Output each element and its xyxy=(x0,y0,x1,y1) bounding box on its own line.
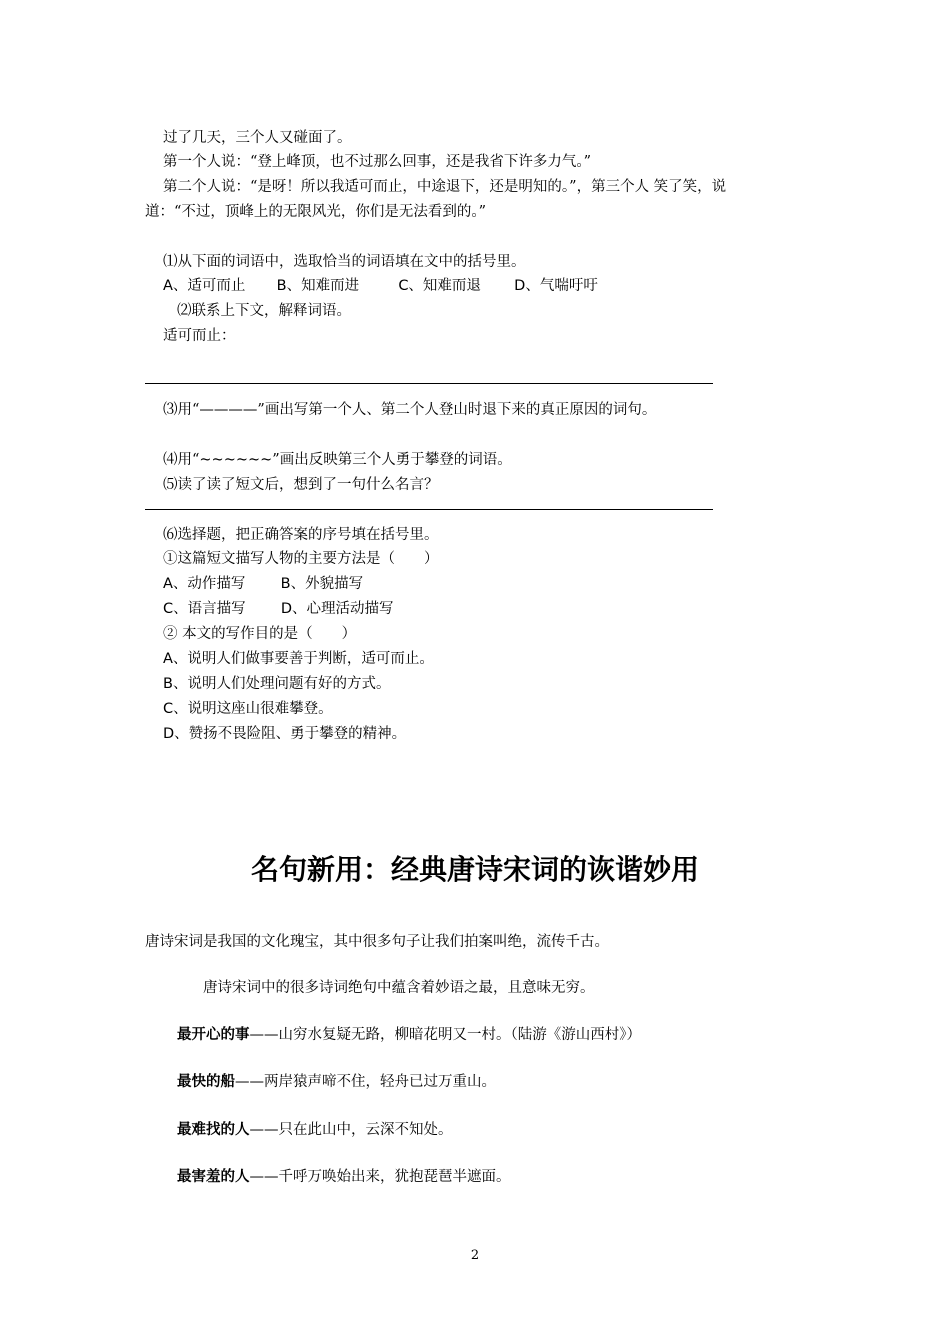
story-paragraph-2: 第一个人说：“登上峰顶，也不过那么回事，还是我省下许多力气。” xyxy=(163,154,592,170)
story-paragraph-3b: 道：“不过，顶峰上的无限风光，你们是无法看到的。” xyxy=(145,204,487,220)
article-intro-1: 唐诗宋词是我国的文化瑰宝，其中很多句子让我们拍案叫绝，流传千古。 xyxy=(145,934,609,950)
option-a: A、动作描写 xyxy=(163,576,246,592)
sub-question-2-option-a: A、说明人们做事要善于判断，适可而止。 xyxy=(163,651,434,667)
answer-line xyxy=(145,383,713,384)
article-item xyxy=(177,1167,511,1187)
item-text: ——山穷水复疑无路，柳暗花明又一村。（陆游《游山西村》） xyxy=(249,1027,641,1043)
option-a: A、适可而止 xyxy=(163,278,246,294)
item-text: ——两岸猿声啼不住，轻舟已过万重山。 xyxy=(235,1074,496,1090)
sub-question-1-options-row1 xyxy=(163,574,363,594)
option-c: C、知难而退 xyxy=(398,278,481,294)
page-number: 2 xyxy=(470,1248,480,1263)
sub-question-2-option-d: D、赞扬不畏险阻、勇于攀登的精神。 xyxy=(163,726,407,742)
option-b: B、知难而进 xyxy=(276,278,360,294)
question-1-options xyxy=(163,276,598,296)
article-title: 名句新用：经典唐诗宋词的诙谐妙用 xyxy=(250,853,699,886)
article-item xyxy=(177,1072,496,1092)
option-c: C、语言描写 xyxy=(163,601,246,617)
sub-question-2: ② 本文的写作目的是（ ） xyxy=(163,626,357,642)
question-5: ⑸读了读了短文后，想到了一句什么名言？ xyxy=(163,477,439,493)
sub-question-1: ①这篇短文描写人物的主要方法是（ ） xyxy=(163,551,439,567)
article-item xyxy=(177,1025,641,1045)
question-2: ⑵联系上下文，解释词语。 xyxy=(177,303,351,319)
option-d: D、心理活动描写 xyxy=(280,601,394,617)
answer-line xyxy=(145,509,713,510)
item-label: 最害羞的人 xyxy=(177,1169,250,1185)
option-b: B、外貌描写 xyxy=(280,576,364,592)
question-6: ⑹选择题，把正确答案的序号填在括号里。 xyxy=(163,527,439,543)
sub-question-2-option-b: B、说明人们处理问题有好的方式。 xyxy=(163,676,391,692)
item-label: 最难找的人 xyxy=(177,1122,250,1138)
question-4: ⑷用“~~~~~~”画出反映第三个人勇于攀登的词语。 xyxy=(163,452,512,468)
question-3: ⑶用“————”画出写第一个人、第二个人登山时退下来的真正原因的词句。 xyxy=(163,402,657,418)
story-paragraph-3a: 第二个人说：“是呀！所以我适可而止，中途退下，还是明知的。”，第三个人 笑了笑，说 xyxy=(163,179,727,195)
item-text: ——千呼万唤始出来，犹抱琵琶半遮面。 xyxy=(249,1169,511,1185)
question-1: ⑴从下面的词语中，选取恰当的词语填在文中的括号里。 xyxy=(163,254,526,270)
article-intro-2: 唐诗宋词中的很多诗词绝句中蕴含着妙语之最，且意味无穷。 xyxy=(203,980,595,996)
question-2-term: 适可而止： xyxy=(163,328,236,344)
item-label: 最开心的事 xyxy=(177,1027,250,1043)
item-label: 最快的船 xyxy=(177,1074,235,1090)
article-item xyxy=(177,1120,453,1140)
story-paragraph-1: 过了几天，三个人又碰面了。 xyxy=(163,130,352,146)
item-text: ——只在此山中，云深不知处。 xyxy=(249,1122,453,1138)
sub-question-1-options-row2 xyxy=(163,599,394,619)
sub-question-2-option-c: C、说明这座山很难攀登。 xyxy=(163,701,333,717)
option-d: D、气喘吁吁 xyxy=(514,278,598,294)
